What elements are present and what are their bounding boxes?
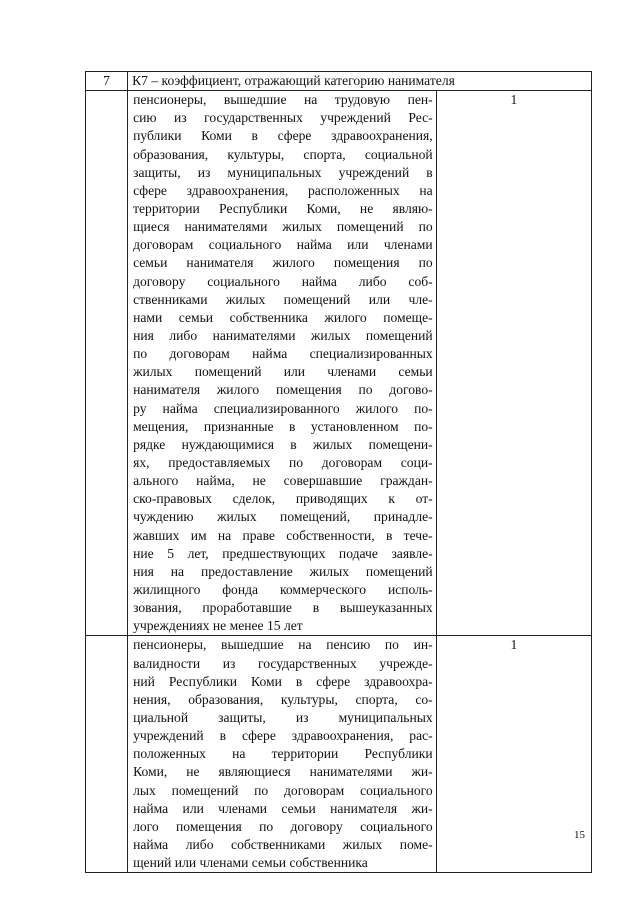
text-line: Коми, не являющиеся нанимателями жи- <box>133 764 433 780</box>
text-line: ния на предоставление жилых помещений <box>133 563 433 579</box>
category-description-cell <box>128 636 437 873</box>
text-line: найма либо собственниками жилых поме- <box>133 836 433 852</box>
table-row <box>86 91 592 636</box>
text-line: жавших им на праве собственности, в тече- <box>133 527 433 543</box>
text-line: договорам социального найма или членами <box>133 237 433 253</box>
text-line: пенсионеры, вышедшие на трудовую пен- <box>133 92 433 108</box>
text-line: семьи нанимателя жилого помещения по <box>133 255 433 271</box>
text-line: щиеся нанимателями жилых помещений по <box>133 219 433 235</box>
text-line: ях, предоставляемых по договорам соци- <box>133 454 433 470</box>
page-number: 15 <box>574 829 585 841</box>
text-line: нами семьи собственника жилого помеще- <box>133 309 433 325</box>
text-line: лых помещений по договорам социального <box>133 782 433 798</box>
coefficient-table <box>85 71 592 873</box>
text-line: чуждению жилых помещений, принадле- <box>133 509 433 525</box>
text-line: рядке нуждающимися в жилых помещени- <box>133 436 433 452</box>
text-line: территории Республики Коми, не являю- <box>133 201 433 216</box>
text-line: образования, культуры, спорта, социальной <box>133 146 433 162</box>
text-line: учреждений в сфере здравоохранения, рас- <box>133 728 433 744</box>
empty-number-cell <box>86 91 128 636</box>
text-line: защиты, из муниципальных учреждений в <box>133 164 433 180</box>
row-number: 7 <box>86 72 128 91</box>
text-line: сию из государственных учреждений Рес- <box>133 110 433 126</box>
text-line: ру найма специализированного жилого по- <box>133 400 433 416</box>
text-line: жилищного фонда коммерческого исполь- <box>133 581 433 597</box>
text-line: мещения, признанные в установленном по- <box>133 418 433 434</box>
coefficient-value-cell <box>436 91 591 636</box>
text-line: ния либо нанимателями жилых помещений <box>133 327 433 343</box>
text-line: по договорам найма специализированных <box>133 346 433 362</box>
coefficient-value: 1 <box>510 637 518 653</box>
category-description-cell <box>128 91 437 636</box>
table-header-row <box>86 72 592 91</box>
text-line: щений или членами семьи собственника <box>133 855 368 871</box>
text-line: жилых помещений или членами семьи <box>133 364 433 380</box>
category-description <box>133 636 433 872</box>
empty-number-cell <box>86 636 128 873</box>
text-line: зования, проработавшие в вышеуказанных <box>133 600 433 616</box>
text-line: учреждениях не менее 15 лет <box>133 618 303 634</box>
text-line: валидности из государственных учрежде- <box>133 655 433 671</box>
text-line: нанимателя жилого помещения по догово- <box>133 382 433 398</box>
coefficient-value-cell <box>436 636 591 873</box>
coefficient-title: К7 – коэффициент, отражающий категорию нанимателя <box>128 72 592 91</box>
table-row <box>86 636 592 873</box>
text-line: пенсионеры, вышедшие на пенсию по ин- <box>133 637 433 653</box>
text-line: публики Коми в сфере здравоохранения, <box>133 128 433 144</box>
text-line: циальной защиты, из муниципальных <box>133 709 433 725</box>
category-description <box>133 91 433 635</box>
text-line: найма или членами семьи нанимателя жи- <box>133 800 433 816</box>
text-line: положенных на территории Республики <box>133 746 433 762</box>
text-line: ско-правовых сделок, приводящих к от- <box>133 491 433 507</box>
text-line: лого помещения по договору социального <box>133 818 433 834</box>
text-line: ственниками жилых помещений или чле- <box>133 291 433 307</box>
coefficient-value: 1 <box>510 92 518 108</box>
text-line: ний Республики Коми в сфере здравоохра- <box>133 673 433 689</box>
text-line: ального найма, не совершавшие граждан- <box>133 473 433 489</box>
text-line: сфере здравоохранения, расположенных на <box>133 182 433 198</box>
text-line: ние 5 лет, предшествующих подаче заявле- <box>133 545 433 561</box>
text-line: нения, образования, культуры, спорта, со- <box>133 691 433 707</box>
text-line: договору социального найма либо соб- <box>133 273 433 289</box>
